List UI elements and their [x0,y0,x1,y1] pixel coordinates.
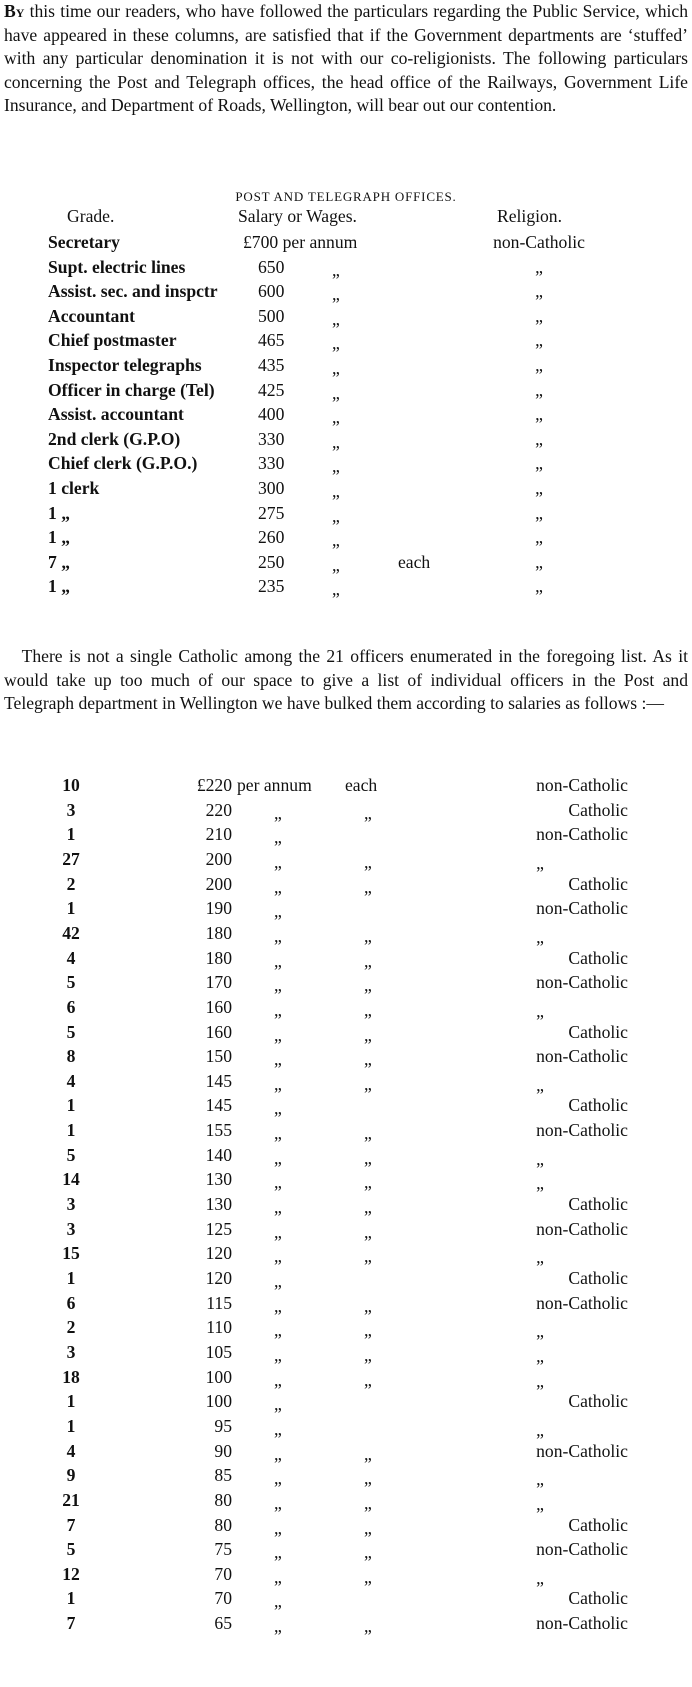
count-cell: 7 [66,1613,76,1634]
salary-cell: 70 [214,1588,232,1609]
religion-cell: Catholic [568,1514,628,1535]
grade-cell: Assist. accountant [48,404,184,425]
ditto-mark: „ [364,1320,372,1341]
ditto-mark: „ [274,1369,282,1390]
religion-cell: Catholic [568,1021,628,1042]
religion-cell: non-Catholic [536,898,628,919]
salary-cell: 140 [205,1144,232,1165]
count-cell: 8 [66,1046,76,1067]
ditto-mark: „ [364,1542,372,1563]
count-cell: 1 [66,1391,76,1412]
salary-cell: 125 [205,1218,232,1239]
salary-cell: 150 [205,1046,232,1067]
grade-cell: Accountant [48,305,135,326]
count-cell: 27 [62,848,80,869]
religion-cell: non-Catholic [536,1539,628,1560]
ditto-mark: „ [274,851,282,872]
salary-cell: 120 [205,1243,232,1264]
ditto-mark: „ [332,530,340,551]
ditto-mark: „ [364,1024,372,1045]
religion-ditto: „ [536,1493,544,1514]
grade-cell: Assist. sec. and inspctr [48,281,218,302]
ditto-mark: „ [364,1172,372,1193]
count-cell: 5 [66,972,76,993]
count-cell: 10 [62,775,80,795]
religion-cell: „ [535,330,543,351]
salary-cell: 170 [205,972,232,993]
ditto-mark: „ [274,1246,282,1267]
grade-cell: Chief postmaster [48,330,177,351]
ditto-mark: „ [364,1197,372,1218]
count-cell: 4 [66,947,76,968]
religion-cell: non-Catholic [536,1120,628,1141]
count-cell: 1 [66,1268,76,1288]
ditto-mark: „ [274,1320,282,1341]
ditto-mark: „ [364,999,372,1020]
religion-cell: Catholic [568,1268,628,1288]
intro-first-word: By [4,1,25,21]
ditto-mark: „ [332,259,340,280]
ditto-mark: „ [332,481,340,501]
religion-cell: „ [535,355,543,375]
grade-cell: Secretary [48,232,120,252]
religion-cell: Catholic [568,1391,628,1412]
religion-cell: Catholic [568,947,628,968]
grade-cell: 7 „ [48,551,70,572]
religion-ditto: „ [536,1345,544,1366]
religion-cell: Catholic [568,1194,628,1215]
ditto-mark: „ [364,1468,372,1489]
religion-cell: „ [535,379,543,400]
salary-cell: 300 [258,478,285,498]
count-cell: 15 [62,1243,80,1264]
salary-cell: 260 [258,527,285,548]
salary-cell: 425 [258,379,285,400]
ditto-mark: „ [274,999,282,1020]
ditto-mark: „ [332,579,340,600]
religion-cell: Catholic [568,1588,628,1609]
salary-cell: 100 [205,1391,232,1412]
ditto-mark: „ [364,851,372,872]
salary-cell: 600 [258,281,285,302]
salary-cell: 330 [258,453,285,474]
count-cell: 21 [62,1489,80,1510]
grade-cell: Inspector telegraphs [48,355,202,375]
count-cell: 1 [66,1095,76,1116]
ditto-mark: „ [364,1073,372,1094]
salary-header: Salary or Wages. [238,206,357,226]
salary-cell: 210 [205,824,232,845]
religion-ditto: „ [536,1148,544,1169]
religion-ditto: „ [536,1173,544,1194]
ditto-mark: „ [274,1197,282,1218]
grade-cell: 1 clerk [48,478,100,498]
count-cell: 18 [62,1366,80,1387]
count-cell: 2 [66,1317,76,1338]
salary-cell: 145 [205,1095,232,1116]
count-cell: 6 [66,1292,76,1313]
ditto-mark: „ [364,1616,372,1637]
salary-cell: 85 [214,1465,232,1486]
religion-cell: Catholic [568,873,628,894]
salary-cell: 190 [205,898,232,919]
religion-cell: „ [535,281,543,302]
count-cell: 7 [66,1514,76,1535]
salary-cell: 95 [214,1415,232,1436]
salary-cell: 180 [205,922,232,943]
ditto-mark: „ [364,1369,372,1390]
bulk-paragraph-text: There is not a single Catholic among the 21 officers enumerated in the foregoing list. As it would take up too much of our space to give a list of individual officers in the Post and Telegraph department in Wellington we have bulked them according to salaries as follows :— [4,646,688,714]
religion-cell: non-Catholic [536,972,628,993]
intro-paragraph [4,0,688,118]
salary-cell: 400 [258,404,285,425]
religion-cell: „ [535,576,543,597]
religion-cell: non-Catholic [536,1218,628,1239]
religion-cell: „ [535,453,543,474]
salary-cell: 130 [205,1169,232,1190]
ditto-mark: „ [364,1147,372,1168]
ditto-mark: „ [364,1492,372,1513]
count-cell: 1 [66,824,76,845]
each-label: each [398,551,431,572]
ditto-mark: „ [332,407,340,428]
salary-cell: 180 [205,947,232,968]
ditto-mark: „ [274,1123,282,1144]
salary-cell: 120 [205,1268,232,1288]
salary-cell: 115 [206,1292,232,1313]
salary-cell: 110 [206,1317,232,1338]
count-cell: 3 [66,1194,76,1215]
ditto-mark: „ [274,1468,282,1489]
ditto-mark: „ [332,431,340,452]
salary-cell: 90 [214,1440,232,1461]
salary-cell: 155 [205,1120,232,1141]
count-cell: 6 [66,996,76,1017]
ditto-mark: „ [274,1172,282,1193]
ditto-mark: „ [364,1566,372,1587]
religion-cell: non-Catholic [536,1292,628,1313]
ditto-mark: „ [364,1123,372,1144]
count-cell: 5 [66,1539,76,1560]
grade-cell: Supt. electric lines [48,256,186,277]
religion-cell: „ [535,478,543,498]
ditto-mark: „ [274,1344,282,1365]
religion-cell: non-Catholic [493,232,585,252]
ditto-mark: „ [332,505,340,526]
salary-cell: 80 [214,1514,232,1535]
count-cell: 1 [66,1120,76,1141]
ditto-mark: „ [274,1024,282,1045]
ditto-mark: „ [332,554,340,575]
salary-cell: 235 [258,576,285,597]
religion-cell: non-Catholic [536,1613,628,1634]
ditto-mark: „ [364,1295,372,1316]
salary-cell: 160 [205,996,232,1017]
salary-cell: 70 [214,1563,232,1584]
salary-cell: 145 [205,1070,232,1091]
ditto-mark: „ [274,827,282,848]
salary-cell: 200 [205,848,232,869]
religion-cell: non-Catholic [536,775,628,795]
grade-cell: 1 „ [48,576,70,597]
salary-cell: 200 [205,873,232,894]
salary-cell: 105 [205,1341,232,1362]
count-cell: 1 [66,1415,76,1436]
ditto-mark: „ [274,1616,282,1637]
grade-cell: 1 „ [48,527,70,548]
bulk-paragraph [4,645,688,716]
ditto-mark: „ [364,1344,372,1365]
count-cell: 1 [66,898,76,919]
salary-cell: 435 [258,355,285,375]
salary-cell: 75 [214,1539,232,1560]
grade-cell: Chief clerk (G.P.O.) [48,453,198,474]
ditto-mark: „ [274,950,282,971]
salary-cell: 80 [214,1489,232,1510]
ditto-mark: „ [274,1443,282,1464]
religion-cell: Catholic [568,799,628,820]
ditto-mark: „ [274,1492,282,1513]
salary-cell: 160 [205,1021,232,1042]
count-cell: 5 [66,1021,76,1042]
religion-cell: „ [535,502,543,523]
ditto-mark: „ [274,1049,282,1070]
count-cell: 14 [62,1169,80,1190]
salary-cell: 250 [258,551,285,572]
ditto-mark: „ [274,876,282,897]
ditto-mark: „ [332,456,340,477]
religion-ditto: „ [536,852,544,873]
ditto-mark: „ [364,802,372,823]
count-cell: 5 [66,1144,76,1165]
ditto-mark: „ [274,1591,282,1612]
ditto-mark: „ [274,1147,282,1168]
ditto-mark: „ [274,1517,282,1538]
ditto-mark: „ [274,901,282,922]
ditto-mark: „ [274,1542,282,1563]
ditto-mark: „ [274,1098,282,1119]
ditto-mark: „ [332,308,340,329]
ditto-mark: „ [364,1221,372,1242]
ditto-mark: „ [274,1418,282,1439]
religion-ditto: „ [536,926,544,947]
grade-cell: 1 „ [48,502,70,523]
grade-cell: Officer in charge (Tel) [48,379,215,400]
ditto-mark: „ [274,925,282,946]
intro-text: this time our readers, who have followed the particulars regarding the Public Service, which have appeared in these columns, are satisfied that if the Government departments are ‘stuffed’ with any particular denomination it is not with our co-religionists. The following particulars concerning the Post and Telegraph offices, the head office of the Railways, Government Life Insurance, and Department of Roads, Wellington, will bear out our contention. [4,1,689,116]
ditto-mark: „ [274,975,282,996]
ditto-mark: „ [364,1246,372,1267]
ditto-mark: „ [364,925,372,946]
ditto-mark: „ [274,1295,282,1316]
religion-ditto: „ [536,1419,544,1440]
salary-cell: 465 [258,330,285,351]
ditto-mark: „ [274,802,282,823]
count-cell: 42 [62,922,80,943]
ditto-mark: „ [332,382,340,403]
count-cell: 2 [66,873,76,894]
ditto-mark: „ [274,1271,282,1291]
count-cell: 12 [62,1563,80,1584]
ditto-mark: „ [332,333,340,354]
religion-cell: „ [535,404,543,425]
religion-ditto: „ [536,1469,544,1490]
religion-ditto: „ [536,1321,544,1342]
religion-cell: „ [535,428,543,449]
salary-cell: 500 [258,305,285,326]
ditto-mark: „ [364,1049,372,1070]
salary-cell: £220 [196,775,232,795]
religion-cell: non-Catholic [536,1046,628,1067]
religion-cell: non-Catholic [536,1440,628,1461]
religion-cell: non-Catholic [536,824,628,845]
religion-ditto: „ [536,1074,544,1095]
per-annum-label: per annum [237,775,312,795]
salary-cell: 130 [205,1194,232,1215]
religion-cell: „ [535,551,543,572]
religion-ditto: „ [536,1247,544,1268]
count-cell: 3 [66,1341,76,1362]
count-cell: 1 [66,1588,76,1609]
ditto-mark: „ [332,284,340,305]
religion-cell: Catholic [568,1095,628,1116]
religion-cell: „ [535,527,543,548]
salary-cell: 275 [258,502,285,523]
salary-cell: 330 [258,428,285,449]
each-label: each [345,775,378,795]
ditto-mark: „ [274,1221,282,1242]
ditto-mark: „ [364,950,372,971]
ditto-mark: „ [364,876,372,897]
section-title: POST AND TELEGRAPH OFFICES. [235,189,457,204]
ditto-mark: „ [364,1443,372,1464]
count-cell: 3 [66,799,76,820]
religion-cell: „ [535,256,543,277]
religion-ditto: „ [536,1000,544,1021]
salary-cell: £700 per annum [243,232,358,252]
count-cell: 4 [66,1070,76,1091]
religion-ditto: „ [536,1370,544,1391]
ditto-mark: „ [364,1517,372,1538]
religion-ditto: „ [536,1567,544,1588]
salary-cell: 65 [214,1613,232,1634]
religion-cell: „ [535,305,543,326]
count-cell: 4 [66,1440,76,1461]
ditto-mark: „ [332,358,340,378]
salary-cell: 650 [258,256,285,277]
religion-header: Religion. [497,206,562,226]
salary-cell: 100 [205,1366,232,1387]
ditto-mark: „ [274,1566,282,1587]
ditto-mark: „ [274,1394,282,1415]
ditto-mark: „ [364,975,372,996]
grade-cell: 2nd clerk (G.P.O) [48,428,181,449]
ditto-mark: „ [274,1073,282,1094]
grade-header: Grade. [67,206,115,226]
salary-cell: 220 [205,799,232,820]
count-cell: 3 [66,1218,76,1239]
count-cell: 9 [66,1465,76,1486]
